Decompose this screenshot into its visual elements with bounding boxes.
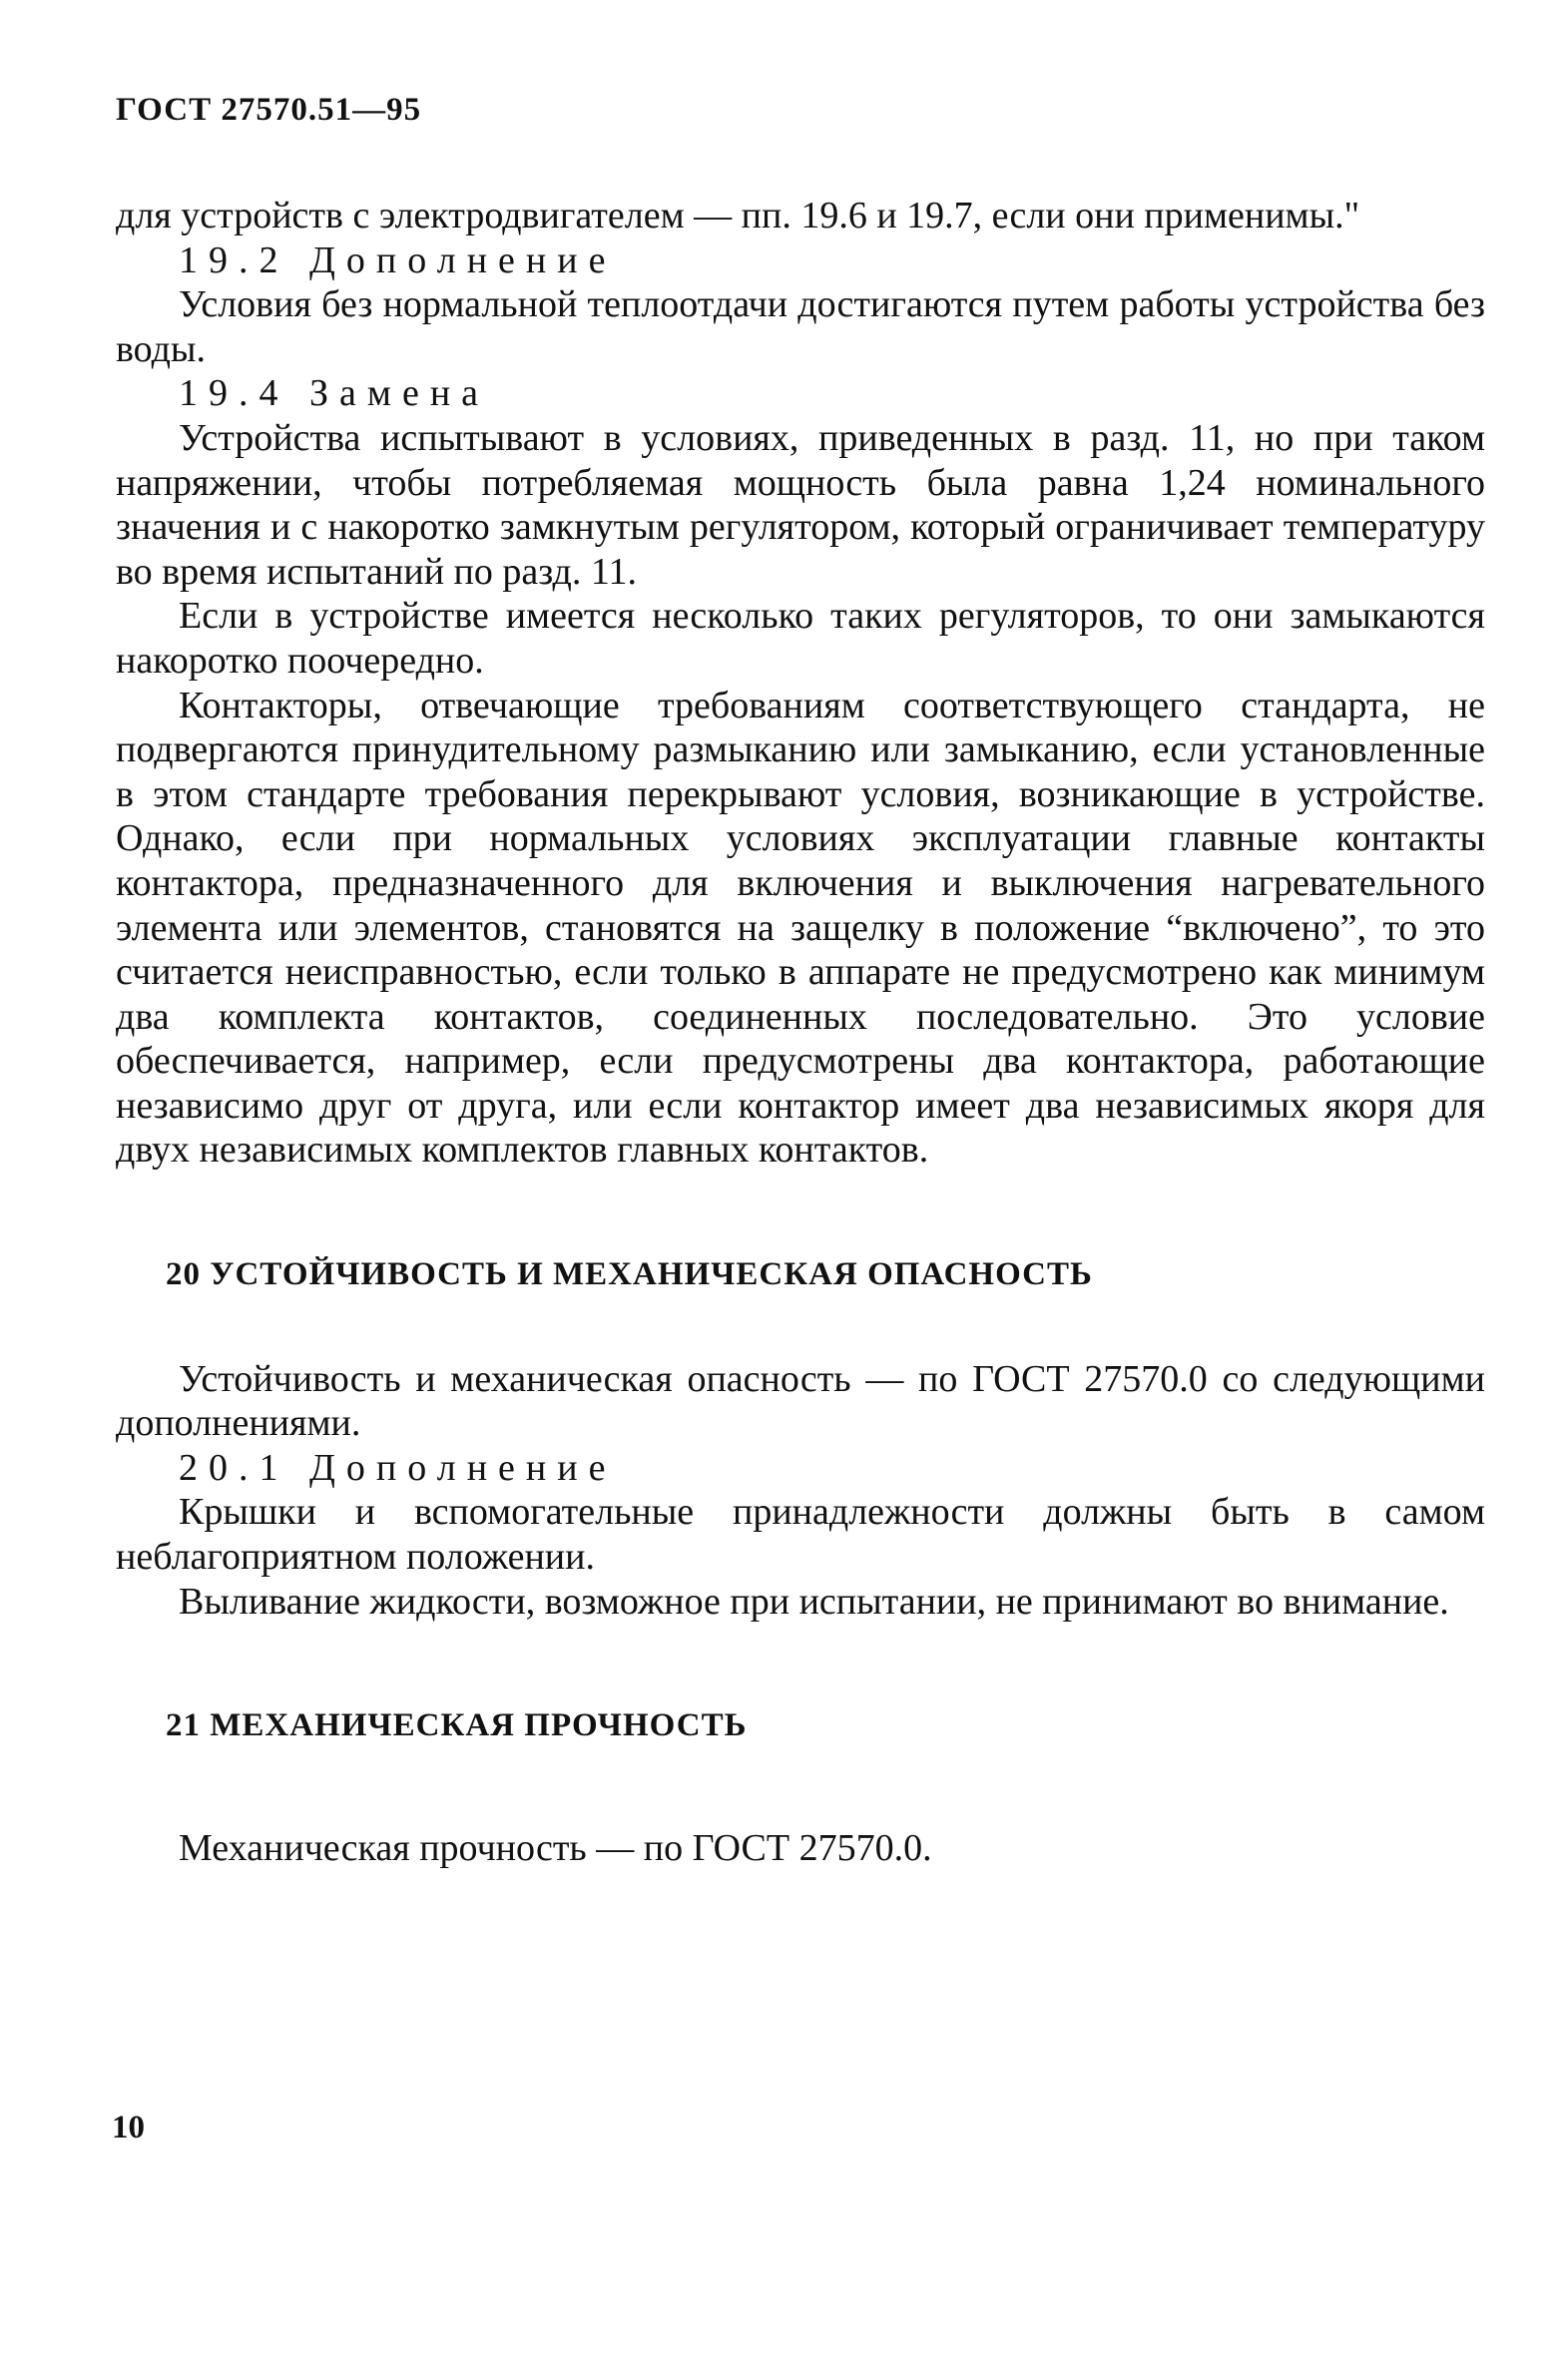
paragraph-19-4-a: Устройства испытывают в условиях, приведенных в разд. 11, но при таком напряжении, чтобы потребляемая мощность была равна 1,24 номинального значения и с накоротко замкнутым регулятором, который ограничивает температуру во время испытаний по разд. 11. (116, 416, 1485, 593)
section-21-title: 21 МЕХАНИЧЕСКАЯ ПРОЧНОСТЬ (166, 1707, 748, 1744)
paragraph-19-4-b: Если в устройстве имеется несколько таких регуляторов, то они замыкаются накоротко поочередно. (116, 595, 1485, 682)
paragraph-19-2: Условия без нормальной теплоотдачи достигаются путем работы устройства без воды. (116, 283, 1485, 370)
clause-19-2-heading: 19.2 Дополнение (179, 238, 617, 281)
paragraph-intro: для устройств с электродвигателем — пп. 19.6 и 19.7, если они применимы." (116, 195, 1360, 237)
clause-19-4-heading: 19.4 Замена (179, 372, 490, 415)
paragraph-21: Механическая прочность — по ГОСТ 27570.0. (179, 1826, 932, 1869)
paragraph-20: Устойчивость и механическая опасность — по ГОСТ 27570.0 со следующими дополнениями. (116, 1357, 1485, 1445)
paragraph-20-1-a: Крышки и вспомогательные принадлежности должны быть в самом неблагоприятном положении. (116, 1491, 1485, 1579)
section-20-title: 20 УСТОЙЧИВОСТЬ И МЕХАНИЧЕСКАЯ ОПАСНОСТЬ (166, 1256, 1093, 1293)
document-body (116, 194, 1485, 1870)
clause-20-1-heading: 20.1 Дополнение (179, 1446, 617, 1489)
page-number: 10 (112, 2110, 145, 2145)
paragraph-20-1-b: Выливание жидкости, возможное при испытании, не принимают во внимание. (179, 1580, 1449, 1623)
paragraph-19-4-c: Контакторы, отвечающие требованиям соответствующего стандарта, не подвергаются принудительному размыканию или замыканию, если установленные в этом стандарте требования перекрывают условия, возникающие в устройстве. Однако, если при нормальных условиях эксплуатации главные контакты контактора, предназначенного для включения и выключения нагревательного элемента или элементов, становятся на защелку в положение “включено”, то это считается неисправностью, если только в аппарате не предусмотрено как минимум два комплекта контактов, соединенных последовательно. Это условие обеспечивается, например, если предусмотрены два контактора, работающие независимо друг от друга, или если контактор имеет два независимых якоря для двух независимых комплектов главных контактов. (116, 684, 1485, 1172)
document-code-header: ГОСТ 27570.51—95 (116, 92, 422, 128)
